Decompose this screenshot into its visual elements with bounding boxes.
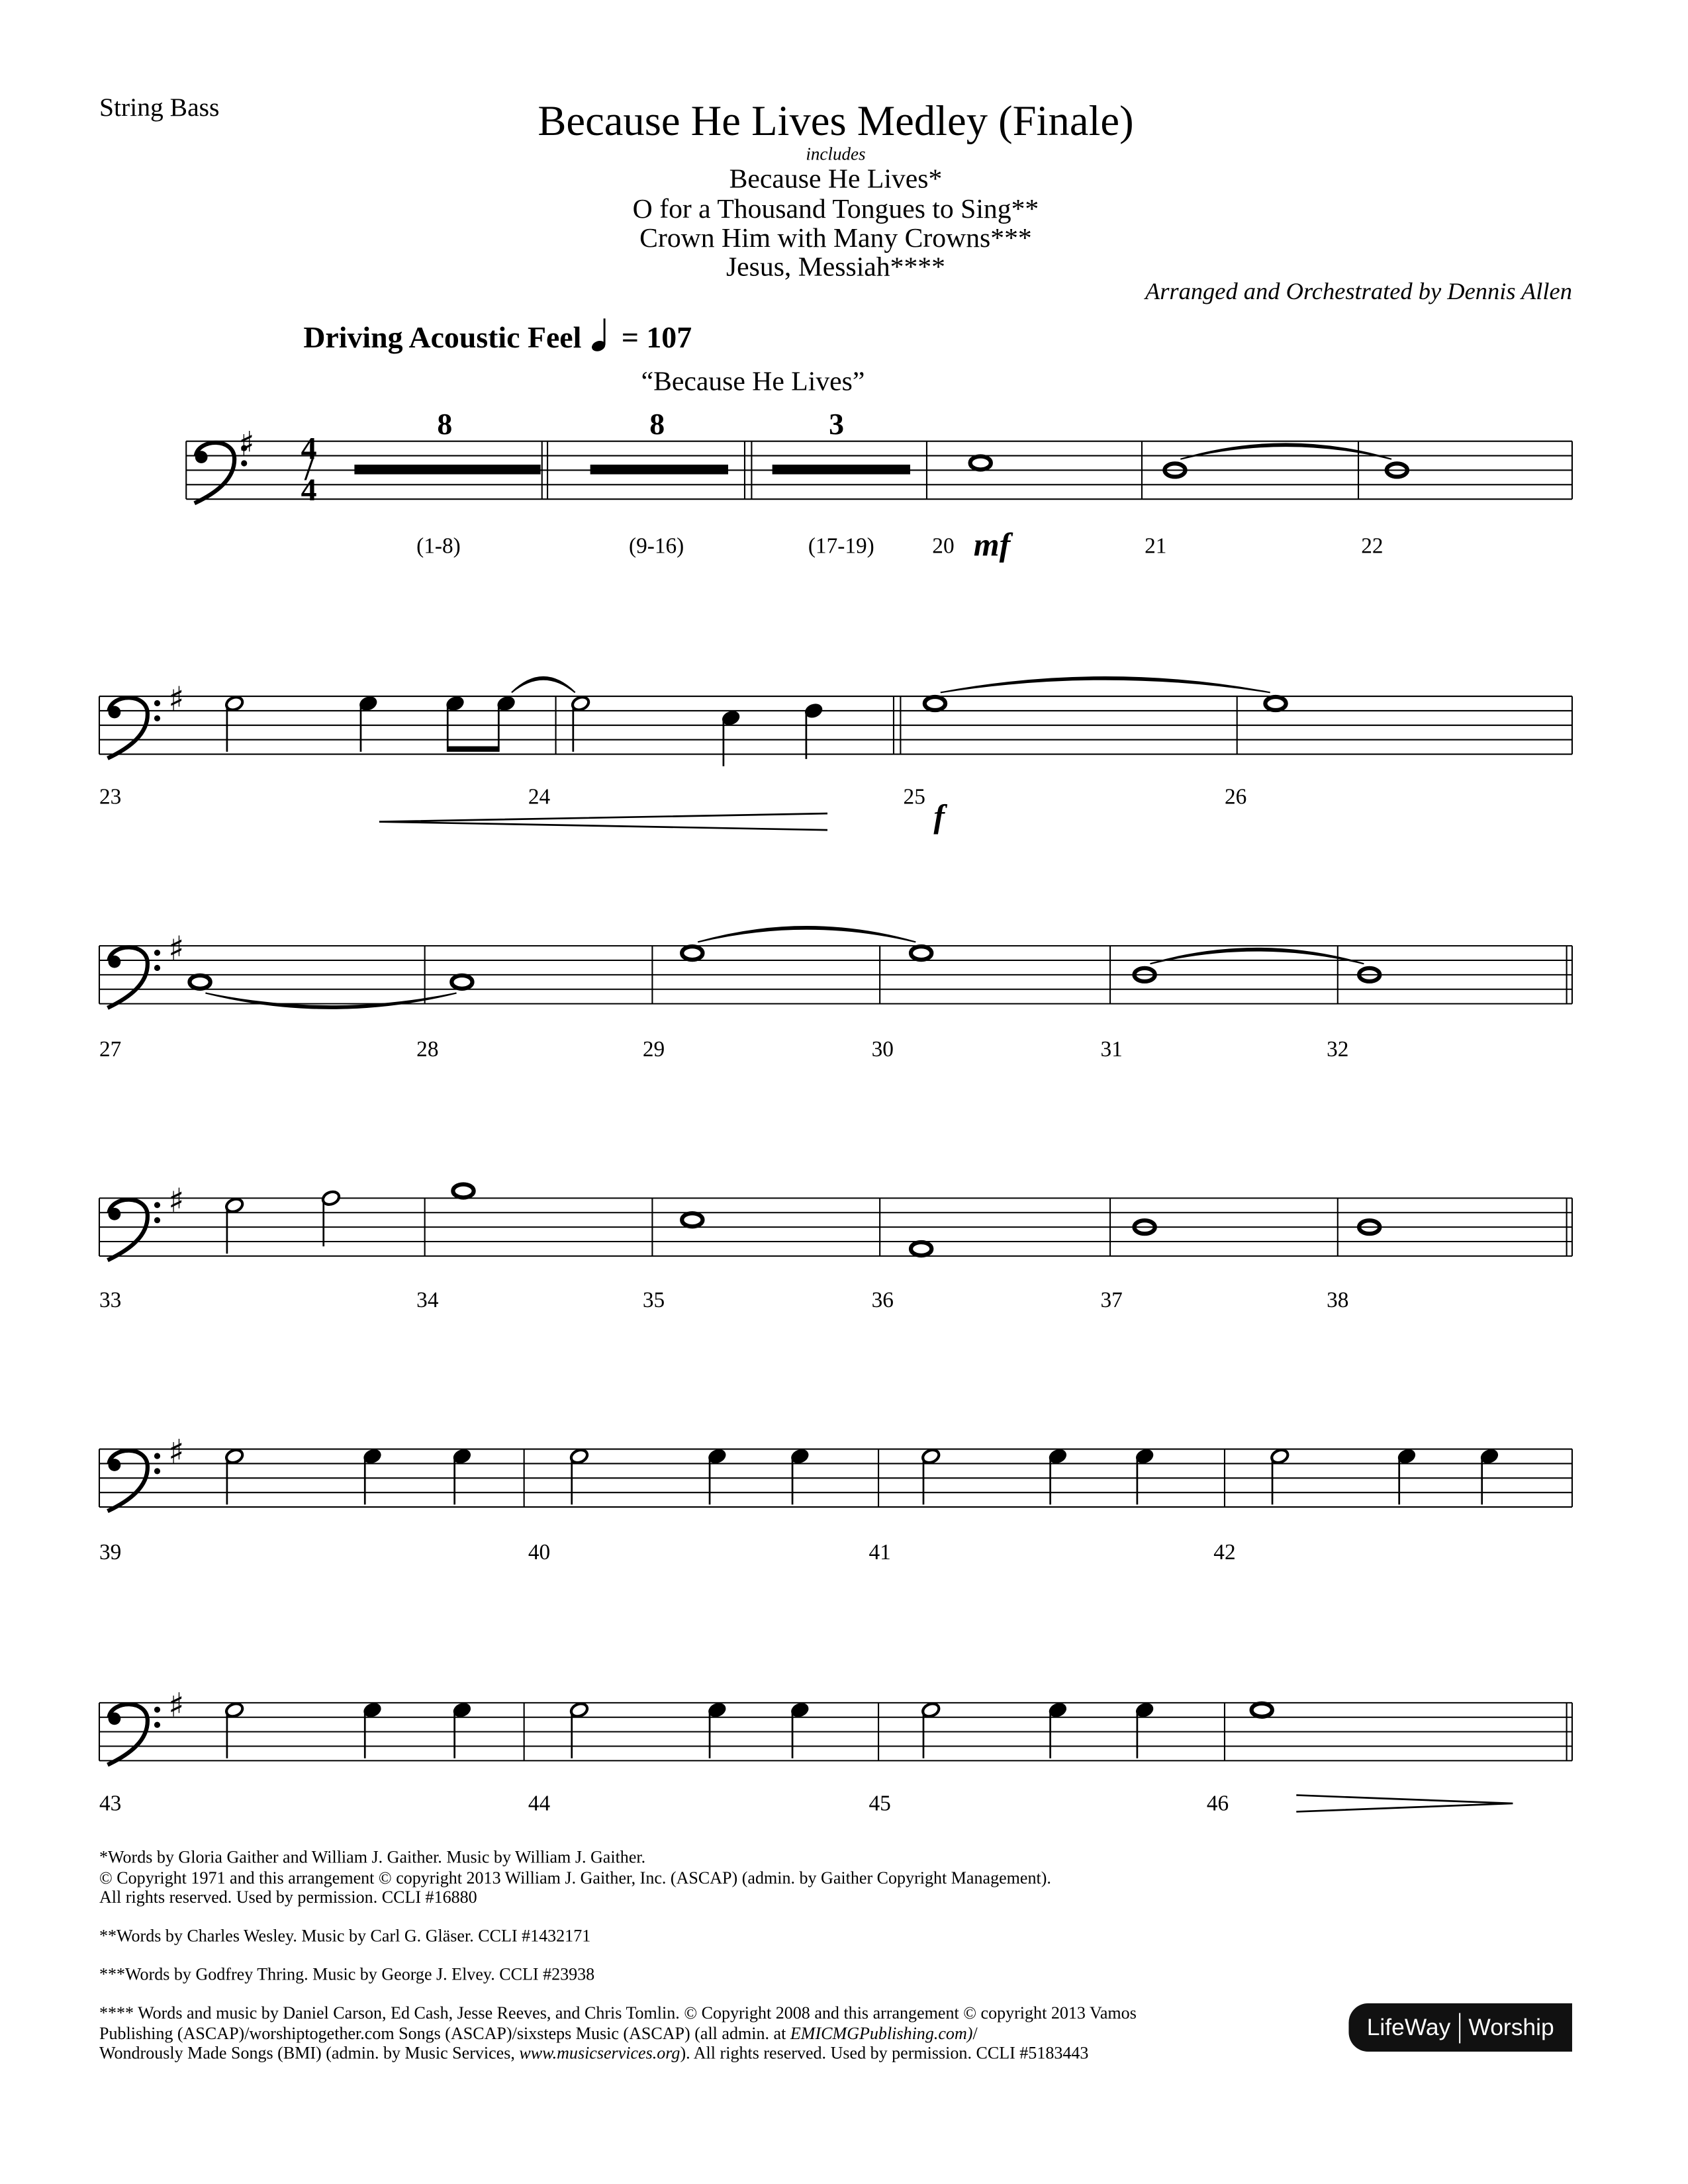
footnote-text: Wondrously Made Songs (BMI) (admin. by Music Services, (99, 2043, 520, 2063)
multimeasure-rest (590, 465, 728, 475)
note (911, 946, 931, 960)
measure-number: 24 (528, 784, 551, 809)
emicmg-link[interactable]: EMICMGPublishing.com) (790, 2023, 973, 2043)
staff-system (99, 1432, 1572, 1511)
song-4: Jesus, Messiah**** (726, 252, 945, 283)
measure-number: 41 (868, 1540, 891, 1565)
footnote-3: ***Words by Godfrey Thring. Music by George J. Elvey. CCLI #23938 (99, 1964, 595, 1984)
measure-number: 20 (932, 533, 955, 559)
song-1: Because He Lives* (729, 163, 943, 195)
decrescendo-hairpin (1296, 1795, 1513, 1811)
sharp-icon: ♯ (168, 679, 185, 718)
beam (447, 747, 498, 752)
note (721, 709, 741, 766)
footnote-line: *Words by Gloria Gaither and William J. Gaither. Music by William J. Gaither. (99, 1847, 646, 1867)
rest-count: 3 (829, 407, 844, 441)
note (363, 1702, 383, 1758)
note (571, 695, 590, 752)
note (921, 1702, 941, 1758)
rest-count: 8 (649, 407, 665, 441)
musicservices-link[interactable]: www.musicservices.org (519, 2043, 680, 2063)
measure-number: 33 (99, 1287, 122, 1312)
footnote-line (99, 2043, 1137, 2063)
measure-number: 36 (871, 1287, 894, 1312)
section-label: “Because He Lives” (641, 367, 865, 397)
note (1397, 1447, 1417, 1504)
note (569, 1702, 589, 1758)
measure-number: 39 (99, 1540, 122, 1565)
measure-number: 35 (642, 1287, 665, 1312)
footnote-line (99, 2023, 1137, 2043)
note (224, 1447, 244, 1504)
note (707, 1702, 727, 1758)
logo-left: LifeWay (1366, 2013, 1451, 2040)
sharp-icon: ♯ (168, 929, 185, 968)
note (445, 695, 465, 752)
note (189, 976, 210, 989)
note (1048, 1702, 1068, 1758)
tie (512, 677, 575, 692)
measure-number: 40 (528, 1540, 551, 1565)
note (1135, 1702, 1154, 1758)
note (1270, 1447, 1289, 1504)
tie (205, 993, 456, 1008)
tie (1150, 948, 1364, 964)
note (224, 1197, 244, 1253)
staff-system (99, 1686, 1572, 1812)
measure-number: 29 (642, 1036, 665, 1062)
note (452, 1702, 472, 1758)
note (569, 1447, 589, 1504)
footnote-4 (99, 2003, 1137, 2064)
note (921, 1447, 941, 1504)
footnote-line: © Copyright 1971 and this arrangement © copyright 2013 William J. Gaither, Inc. (ASCAP) (admin. by Gaither Copyright Management). (99, 1867, 1051, 1887)
tie (1180, 443, 1391, 459)
note (321, 1189, 341, 1246)
note (682, 1213, 702, 1226)
measure-number: (1-8) (416, 533, 461, 559)
footnote-text: ). All rights reserved. Used by permission. CCLI #5183443 (680, 2043, 1089, 2063)
measure-number: 26 (1224, 784, 1247, 809)
tempo-value: = 107 (621, 320, 692, 355)
note (224, 695, 244, 752)
dynamic-marking: f (933, 797, 945, 835)
measure-number: 37 (1100, 1287, 1123, 1312)
note (707, 1447, 727, 1504)
note (224, 1702, 244, 1758)
bass-clef-icon (107, 1451, 160, 1512)
note (496, 695, 516, 752)
arranger-credit: Arranged and Orchestrated by Dennis Allen (1145, 277, 1572, 305)
multimeasure-rest (354, 465, 540, 475)
measure-number: (17-19) (808, 533, 874, 559)
sharp-icon: ♯ (168, 1432, 185, 1471)
note (1135, 1447, 1154, 1504)
measure-number: 46 (1206, 1791, 1229, 1816)
note (804, 702, 823, 759)
tie (941, 677, 1270, 692)
note (1252, 1704, 1272, 1717)
measure-number: 22 (1361, 533, 1383, 559)
multimeasure-rest (773, 465, 910, 475)
sharp-icon: ♯ (168, 1686, 185, 1725)
measure-number: 44 (528, 1791, 551, 1816)
note (358, 695, 378, 752)
measure-number: 42 (1213, 1540, 1236, 1565)
bass-clef-icon (107, 947, 160, 1008)
dynamic-marking: mf (973, 525, 1011, 563)
note (451, 976, 472, 989)
footnote-text: Publishing (ASCAP)/worshiptogether.com Songs (ASCAP)/sixsteps Music (ASCAP) (all admin. at (99, 2023, 790, 2043)
measure-number: 21 (1145, 533, 1167, 559)
rest-count: 8 (437, 407, 453, 441)
note (452, 1447, 472, 1504)
footnote-1 (99, 1848, 1051, 1908)
note (682, 946, 702, 960)
footnote-2: **Words by Charles Wesley. Music by Carl G. Gläser. CCLI #1432171 (99, 1926, 591, 1946)
song-2: O for a Thousand Tongues to Sing** (632, 194, 1039, 225)
bass-clef-icon (107, 698, 160, 758)
staff-system (186, 424, 1572, 508)
tie (698, 927, 915, 942)
song-3: Crown Him with Many Crowns*** (639, 223, 1032, 254)
note (790, 1702, 810, 1758)
logo-right: Worship (1468, 2013, 1554, 2040)
measure-number: (9-16) (628, 533, 684, 559)
tempo-text: Driving Acoustic Feel (303, 320, 582, 355)
page-title: Because He Lives Medley (Finale) (538, 96, 1134, 145)
time-signature: 4/4 (301, 432, 317, 508)
measure-number: 23 (99, 784, 122, 809)
footnote-text: / (972, 2023, 978, 2043)
note (970, 456, 991, 469)
measure-number: 45 (868, 1791, 891, 1816)
lifeway-worship-logo (1348, 2003, 1571, 2052)
measure-number: 34 (416, 1287, 439, 1312)
note (453, 1184, 473, 1197)
note (911, 1242, 931, 1255)
measure-number: 27 (99, 1036, 122, 1062)
footnote-line: **** Words and music by Daniel Carson, Ed Cash, Jesse Reeves, and Chris Tomlin. © Copyright 2008 and this arrangement © copyright 2013 Vamos (99, 2003, 1137, 2023)
footnote-line: All rights reserved. Used by permission. CCLI #16880 (99, 1888, 477, 1907)
measure-number: 32 (1327, 1036, 1349, 1062)
note (790, 1447, 810, 1504)
measure-number: 30 (871, 1036, 894, 1062)
note (1479, 1447, 1499, 1504)
staff-system (99, 1181, 1572, 1260)
measure-number: 28 (416, 1036, 439, 1062)
note (925, 697, 945, 710)
part-name: String Bass (99, 93, 220, 123)
includes-label: includes (806, 143, 866, 164)
note (1048, 1447, 1068, 1504)
note (1265, 697, 1286, 710)
measure-number: 43 (99, 1791, 122, 1816)
staff-system (99, 677, 1572, 830)
bass-clef-icon (107, 1200, 160, 1261)
measure-number: 25 (903, 784, 925, 809)
sharp-icon: ♯ (168, 1181, 185, 1220)
bass-clef-icon (107, 1704, 160, 1765)
measure-number: 31 (1100, 1036, 1123, 1062)
measure-number: 38 (1327, 1287, 1349, 1312)
note (363, 1447, 383, 1504)
sharp-icon: ♯ (238, 424, 255, 463)
staff-system (99, 927, 1572, 1009)
crescendo-hairpin (379, 813, 827, 830)
